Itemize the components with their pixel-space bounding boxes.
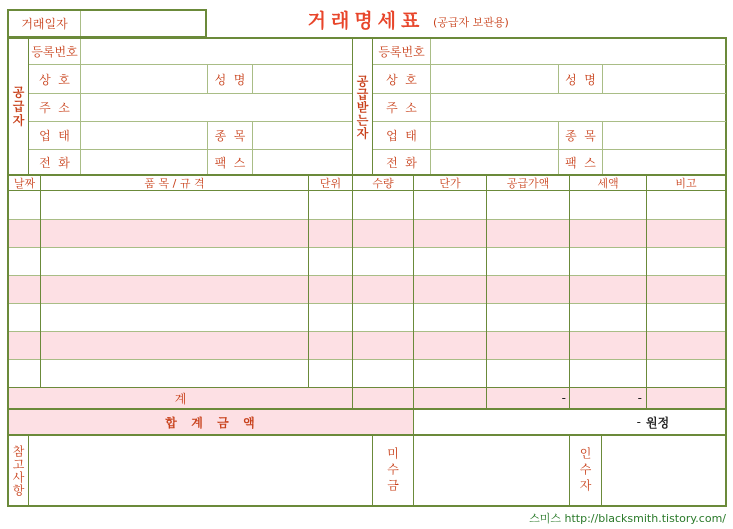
supplier-reg-no-input[interactable] — [81, 39, 352, 64]
supplier-fax-label: 팩 스 — [214, 156, 246, 170]
receiver-address-label: 주 소 — [386, 101, 417, 115]
receiver-name-label: 성 명 — [565, 72, 596, 87]
col-header-tax: 세액 — [597, 177, 619, 190]
supplier-biz-type-label: 업 태 — [39, 129, 70, 143]
unpaid-label: 미수금 — [385, 446, 400, 495]
col-header-remarks: 비고 — [675, 177, 697, 190]
trade-date-label: 거래일자 — [21, 17, 68, 31]
receiver-address-input[interactable] — [431, 94, 725, 121]
receiver-biz-type-input[interactable] — [431, 122, 558, 149]
supplier-address-label: 주 소 — [39, 101, 70, 115]
table-row[interactable] — [9, 332, 725, 359]
col-header-unit: 단위 — [319, 177, 342, 190]
receiver-reg-no-label: 등록번호 — [378, 45, 425, 59]
subtotal-tax: - — [637, 391, 642, 405]
table-row[interactable] — [9, 220, 725, 247]
col-header-supply-amount: 공급가액 — [506, 177, 550, 190]
document-subtitle: (공급자 보관용) — [433, 16, 509, 29]
supplier-fax-input[interactable] — [253, 150, 352, 175]
receiver-biz-item-input[interactable] — [603, 122, 725, 149]
supplier-reg-no-label: 등록번호 — [31, 45, 78, 59]
supplier-side-label: 공급자 — [11, 86, 25, 128]
table-row[interactable] — [9, 304, 725, 331]
table-row[interactable] — [9, 191, 725, 219]
receiver-name-input[interactable] — [603, 65, 725, 93]
supplier-biz-item-input[interactable] — [253, 122, 352, 149]
supplier-biz-item-label: 종 목 — [214, 129, 246, 143]
receiver-company-input[interactable] — [431, 65, 558, 93]
receiver-side-label: 공급받는자 — [355, 74, 369, 140]
subtotal-supply-amount: - — [561, 391, 566, 405]
receiver-company-label: 상 호 — [386, 72, 417, 87]
supplier-company-label: 상 호 — [39, 72, 70, 87]
notes-input[interactable] — [29, 436, 372, 505]
grand-total-value: - — [636, 415, 641, 429]
supplier-phone-input[interactable] — [81, 150, 207, 175]
supplier-address-input[interactable] — [81, 94, 352, 121]
receiver-phone-label: 전 화 — [386, 156, 417, 170]
supplier-company-input[interactable] — [81, 65, 207, 93]
trade-date-value[interactable] — [81, 11, 205, 36]
supplier-name-label: 성 명 — [214, 72, 246, 87]
notes-label: 참고사항 — [11, 444, 25, 497]
unpaid-input[interactable] — [414, 436, 569, 505]
receiver-biz-item-label: 종 목 — [565, 129, 596, 143]
receiver-phone-input[interactable] — [431, 150, 558, 175]
receiver-sign-input[interactable] — [602, 436, 725, 505]
table-row[interactable] — [9, 248, 725, 275]
document-title: 거래명세표 — [307, 9, 425, 32]
grand-total-label: 합 계 금 액 — [165, 415, 257, 430]
grand-total-unit: 원정 — [646, 415, 670, 430]
supplier-name-input[interactable] — [253, 65, 352, 93]
receiver-biz-type-label: 업 태 — [386, 129, 417, 143]
supplier-biz-type-input[interactable] — [81, 122, 207, 149]
receiver-sign-label: 인수자 — [578, 446, 592, 495]
col-header-date: 날짜 — [13, 177, 36, 190]
supplier-phone-label: 전 화 — [39, 156, 70, 170]
receiver-fax-input[interactable] — [603, 150, 725, 175]
receiver-fax-label: 팩 스 — [565, 156, 596, 170]
subtotal-label: 계 — [174, 391, 187, 406]
footer-credit: 스미스 http://blacksmith.tistory.com/ — [529, 511, 726, 525]
col-header-quantity: 수량 — [372, 177, 394, 190]
table-row[interactable] — [9, 360, 725, 387]
col-header-item-spec: 품 목 / 규 격 — [144, 177, 205, 190]
table-row[interactable] — [9, 276, 725, 303]
col-header-unit-price: 단가 — [439, 177, 461, 190]
receiver-reg-no-input[interactable] — [431, 39, 725, 64]
